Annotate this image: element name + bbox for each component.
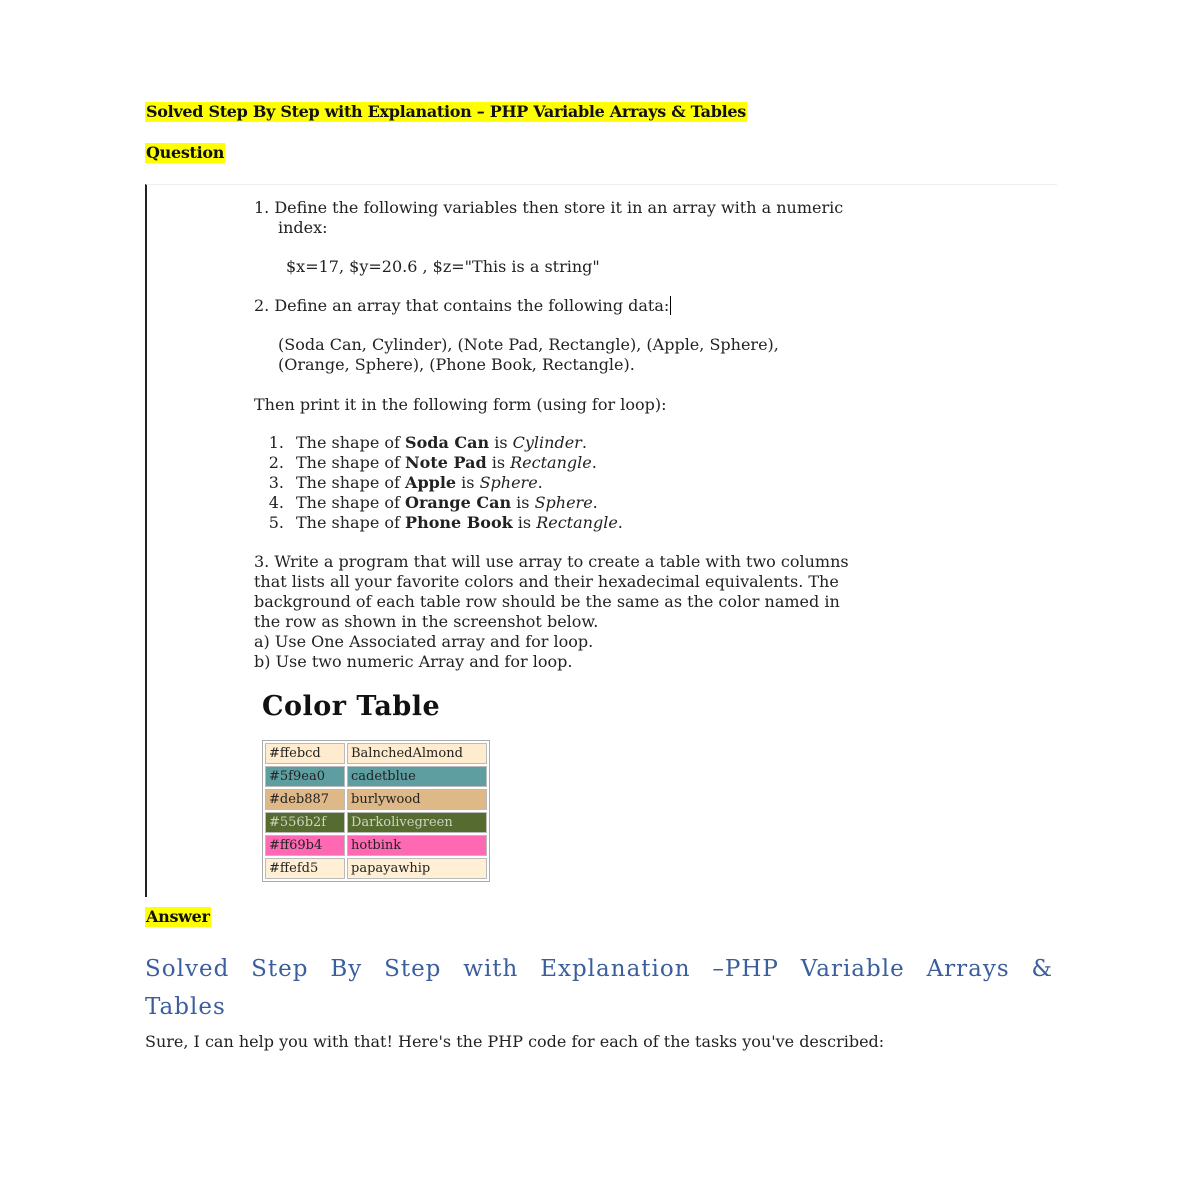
intro-text: Sure, I can help you with that! Here's the PHP code for each of the tasks you've described: bbox=[145, 1032, 885, 1051]
color-table-row bbox=[265, 743, 487, 764]
document-title: Solved Step By Step with Explanation – PHP Variable Arrays & Tables bbox=[146, 102, 747, 121]
shape-list-item bbox=[254, 453, 623, 473]
answer-heading: Solved Step By Step with Explanation –PHP Variable Arrays & Tables bbox=[145, 956, 1053, 1020]
print-instruction: Then print it in the following form (using for loop): bbox=[254, 395, 667, 414]
shape-end: . bbox=[537, 473, 543, 492]
question-label: Question bbox=[146, 143, 225, 162]
color-name-cell: papayawhip bbox=[347, 858, 487, 879]
color-name-cell: cadetblue bbox=[347, 766, 487, 787]
q3-line: that lists all your favorite colors and their hexadecimal equivalents. The bbox=[254, 572, 839, 591]
shape-number: 2. bbox=[268, 453, 284, 472]
color-hex-cell: #5f9ea0 bbox=[265, 766, 345, 787]
q2-data-line2: (Orange, Sphere), (Phone Book, Rectangle). bbox=[278, 355, 635, 374]
shape-type: Rectangle bbox=[510, 453, 592, 472]
shape-type: Cylinder bbox=[512, 433, 582, 452]
shape-prefix: The shape of bbox=[296, 453, 406, 472]
color-name-cell: Darkolivegreen bbox=[347, 812, 487, 833]
text-cursor bbox=[670, 296, 671, 315]
color-table-title: Color Table bbox=[262, 691, 441, 722]
color-table-row bbox=[265, 789, 487, 810]
q3-line: background of each table row should be the same as the color named in bbox=[254, 592, 840, 611]
q2-data bbox=[278, 335, 779, 375]
shape-is: is bbox=[486, 453, 511, 472]
q1-line2: index: bbox=[278, 218, 328, 237]
shape-list-item bbox=[254, 433, 623, 453]
color-hex-cell: #556b2f bbox=[265, 812, 345, 833]
shape-is: is bbox=[511, 493, 535, 512]
shape-end: . bbox=[592, 493, 598, 512]
shape-item-name: Phone Book bbox=[405, 513, 513, 532]
shape-list-item bbox=[254, 473, 623, 493]
shape-number: 1. bbox=[268, 433, 284, 452]
shape-number: 3. bbox=[268, 473, 284, 492]
shape-end: . bbox=[581, 433, 587, 452]
answer-label: Answer bbox=[146, 907, 210, 926]
color-table-row bbox=[265, 858, 487, 879]
shape-type: Rectangle bbox=[536, 513, 618, 532]
shape-item-name: Apple bbox=[405, 473, 457, 492]
shape-number: 4. bbox=[268, 493, 284, 512]
shape-prefix: The shape of bbox=[296, 473, 406, 492]
color-name-cell: hotbink bbox=[347, 835, 487, 856]
shape-type: Sphere bbox=[479, 473, 538, 492]
shape-is: is bbox=[456, 473, 480, 492]
q3-line: b) Use two numeric Array and for loop. bbox=[254, 652, 573, 671]
q3-line: 3. Write a program that will use array to create a table with two columns bbox=[254, 552, 849, 571]
shape-end: . bbox=[617, 513, 623, 532]
shape-type: Sphere bbox=[534, 493, 593, 512]
q3-line: a) Use One Associated array and for loop. bbox=[254, 632, 594, 651]
shape-list-item bbox=[254, 493, 623, 513]
color-hex-cell: #ffebcd bbox=[265, 743, 345, 764]
question-1 bbox=[254, 198, 843, 238]
shape-prefix: The shape of bbox=[296, 493, 406, 512]
shape-number: 5. bbox=[268, 513, 284, 532]
shape-item-name: Note Pad bbox=[405, 453, 487, 472]
shape-prefix: The shape of bbox=[296, 513, 406, 532]
q2-data-line1: (Soda Can, Cylinder), (Note Pad, Rectangle), (Apple, Sphere), bbox=[278, 335, 779, 354]
color-table bbox=[262, 740, 490, 882]
question-3 bbox=[254, 552, 849, 672]
shape-list bbox=[254, 433, 623, 533]
color-table-row bbox=[265, 766, 487, 787]
shape-end: . bbox=[591, 453, 597, 472]
question-image bbox=[145, 184, 1057, 897]
q1-variables: $x=17, $y=20.6 , $z="This is a string" bbox=[286, 257, 600, 276]
color-name-cell: BalnchedAlmond bbox=[347, 743, 487, 764]
shape-is: is bbox=[489, 433, 513, 452]
q3-line: the row as shown in the screenshot below. bbox=[254, 612, 599, 631]
shape-prefix: The shape of bbox=[296, 433, 406, 452]
q1-line1: 1. Define the following variables then store it in an array with a numeric bbox=[254, 198, 844, 217]
color-hex-cell: #ff69b4 bbox=[265, 835, 345, 856]
q2-line: 2. Define an array that contains the following data: bbox=[254, 296, 670, 315]
shape-item-name: Orange Can bbox=[405, 493, 512, 512]
color-hex-cell: #ffefd5 bbox=[265, 858, 345, 879]
question-2 bbox=[254, 296, 671, 316]
shape-item-name: Soda Can bbox=[405, 433, 490, 452]
shape-is: is bbox=[512, 513, 537, 532]
color-name-cell: burlywood bbox=[347, 789, 487, 810]
color-table-row bbox=[265, 812, 487, 833]
color-hex-cell: #deb887 bbox=[265, 789, 345, 810]
color-table-row bbox=[265, 835, 487, 856]
shape-list-item bbox=[254, 513, 623, 533]
